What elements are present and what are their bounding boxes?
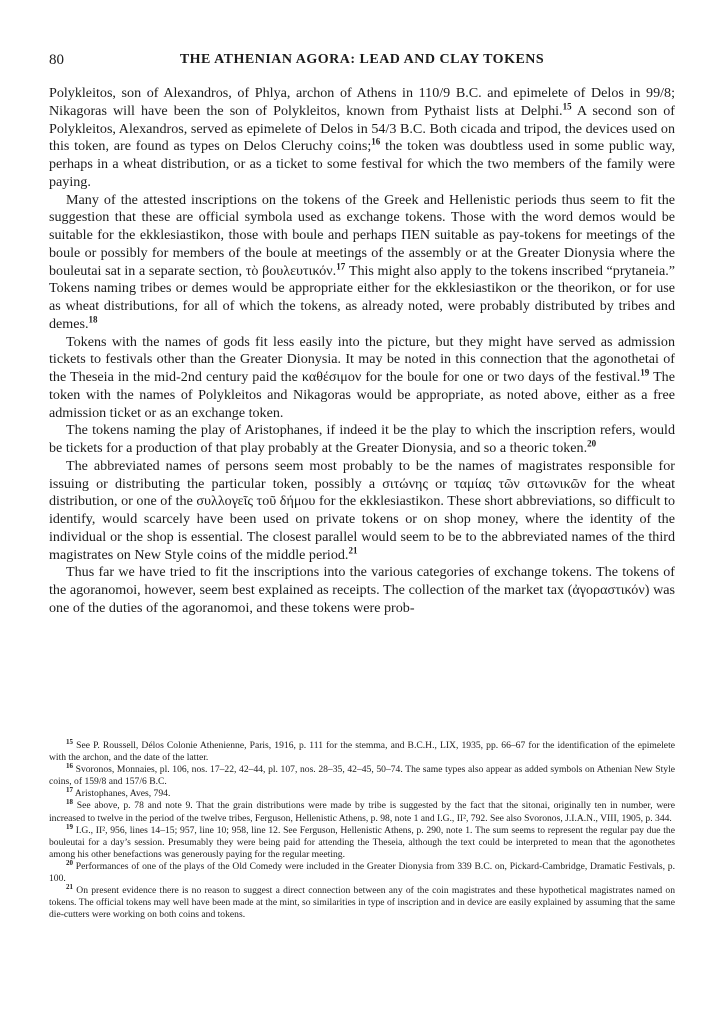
footnote xyxy=(49,737,675,764)
footnote-reference: 19 xyxy=(640,367,650,378)
footnote-reference: 21 xyxy=(348,544,358,555)
footnote-number: 15 xyxy=(66,737,73,746)
footnote-number: 20 xyxy=(66,858,73,867)
footnote xyxy=(49,764,675,788)
paragraph-text: The tokens naming the play of Aristophanes, if indeed it be the play to which the inscription refers, would be tickets for a production of that play probably at the Greater Dionysia, and so a theoric token. xyxy=(49,422,675,456)
footnote-text: On present evidence there is no reason to suggest a direct connection between any of the coin magistrates and these hypothetical magistrates named on tokens. The official tokens may well have been made at the mint, so similarities in type of inscription and in device are easily explained by assuming that the same die-cutters were working on both coins and tokens. xyxy=(49,885,675,921)
paragraph-text: Polykleitos, son of Alexandros, of Phlya, archon of Athens in 110/9 B.C. and epimelete of Delos in 99/8; Nikagoras will have been the son of Polykleitos, known from Pythaist lists at Delphi. xyxy=(49,85,675,119)
body-paragraph xyxy=(49,564,675,617)
footnote-text: Svoronos, Monnaies, pl. 106, nos. 17–22, 42–44, pl. 107, nos. 28–35, 42–45, 50–74. The same types also appear as added symbols on Athenian New Style coins, of 159/8 and 157/6 B.C. xyxy=(49,764,675,788)
body-paragraph xyxy=(49,85,675,192)
footnote-number: 18 xyxy=(66,798,73,807)
footnote xyxy=(49,858,675,885)
body-paragraph xyxy=(49,334,675,423)
footnotes xyxy=(49,737,675,921)
paragraph-text: A second son of Polykleitos, Alexandros, served as epimelete of Delos in 54/3 B.C. Both cicada and tripod, the devices used on this token, are found as types on Delos Cleruchy coins; xyxy=(49,102,676,155)
footnote-number: 19 xyxy=(66,822,73,831)
main-text xyxy=(49,85,675,618)
footnote-reference: 20 xyxy=(587,438,597,449)
page-number: 80 xyxy=(49,52,64,68)
footnote-text: I.G., II², 956, lines 14–15; 957, line 10; 958, line 12. See Ferguson, Hellenistic Athens, p. 290, note 1. The sum seems to represent the regular pay due the bouleutai for a day’s session. Presumably they were being paid for attending the Theseia, although the text could be interpreted to mean that the agonothetes among his other benefactions was generously paying for the regular meeting. xyxy=(49,824,675,860)
footnote-number: 17 xyxy=(66,786,73,795)
footnote-reference: 18 xyxy=(88,314,98,325)
footnote-number: 21 xyxy=(66,882,73,891)
footnote-text: Aristophanes, Aves, 794. xyxy=(73,788,171,800)
page-header xyxy=(49,52,675,72)
footnote xyxy=(49,800,675,824)
footnote-reference: 17 xyxy=(336,260,346,271)
paragraph-text: the token was doubtless used in some public way, perhaps in a wheat distribution, or as a ticket to some festival for which the two members of the family were paying. xyxy=(49,138,675,190)
footnote-reference: 16 xyxy=(371,136,381,147)
paragraph-text: The abbreviated names of persons seem most probably to be the names of magistrates responsible for issuing or distributing the particular token, possibly a σιτώνης or ταμίας τῶν σιτωνικῶν for the wheat distribution, or one of the συλλογεῖς τοῦ δήμου for the ekklesiastikon. These short abbreviations, so difficult to identify, would scarcely have been used on private tokens or on shop money, where the identity of the individual or the shop is essential. The closest parallel would seem to be to the abbreviated names of the third magistrates on New Style coins of the middle period. xyxy=(49,457,675,563)
body-paragraph xyxy=(49,458,675,565)
paragraph-text: This might also apply to the tokens inscribed “prytaneia.” Tokens naming tribes or demes would be appropriate either for the ekklesiastikon or the theorikon, or for use as wheat distributions, for all of which the tokens, as already noted, were probably distributed by tribes and demes. xyxy=(49,262,675,332)
footnote xyxy=(49,822,675,861)
paragraph-text: The token with the names of Polykleitos and Nikagoras would be appropriate, as noted above, either as a free admission ticket or as an exchange token. xyxy=(49,369,675,421)
paragraph-text: Tokens with the names of gods fit less easily into the picture, but they might have served as admission tickets to festivals other than the Greater Dionysia. It may be noted in this connection that the agonothetai of the Theseia in the mid-2nd century paid the καθέσιμον for the boule for one or two days of the festival. xyxy=(49,333,675,385)
running-head: THE ATHENIAN AGORA: LEAD AND CLAY TOKENS xyxy=(179,52,545,67)
paragraph-text: Thus far we have tried to fit the inscriptions into the various categories of exchange tokens. The tokens of the agoranomoi, however, seem best explained as receipts. The collection of the market tax (ἀγοραστικόν) was one of the duties of the agoranomoi, and these tokens were prob- xyxy=(49,564,675,616)
footnote xyxy=(49,788,675,800)
body-paragraph xyxy=(49,422,675,458)
body-paragraph xyxy=(49,192,675,334)
footnote-number: 16 xyxy=(66,762,73,770)
footnote-reference: 15 xyxy=(562,101,572,112)
paragraph-text: Many of the attested inscriptions on the tokens of the Greek and Hellenistic periods thus seem to fit the suggestion that these are official symbola used as exchange tokens. Those with the word demos would be suitable for the ekklesiastikon, those with boule and perhaps ΠΕΝ suitable as pay-tokens for meetings of the boule or possibly for members of the boule at meetings of the assembly or at the Greater Dionysia where the bouleutai sat in a separate section, τὸ βουλευτικόν. xyxy=(49,191,675,279)
footnote-text: See P. Roussell, Délos Colonie Athenienne, Paris, 1916, p. 111 for the stemma, and B.C.H., LIX, 1935, pp. 66–67 for the identification of the epimelete with the archon, and the date of the latter. xyxy=(49,740,675,764)
footnote-text: Performances of one of the plays of the Old Comedy were included in the Greater Dionysia from 339 B.C. on, Pickard-Cambridge, Dramatic Festivals, p. 100. xyxy=(49,860,675,885)
footnote-text: See above, p. 78 and note 9. That the grain distributions were made by tribe is suggested by the fact that the sitonai, originally ten in number, were increased to twelve in the period of the twelve tribes, Ferguson, Hellenistic Athens, p. 98, note 1 and I.G., II², 792. See also Svoronos, J.I.A.N., VIII, 1905, p. 344. xyxy=(49,800,675,824)
footnote xyxy=(49,882,675,921)
